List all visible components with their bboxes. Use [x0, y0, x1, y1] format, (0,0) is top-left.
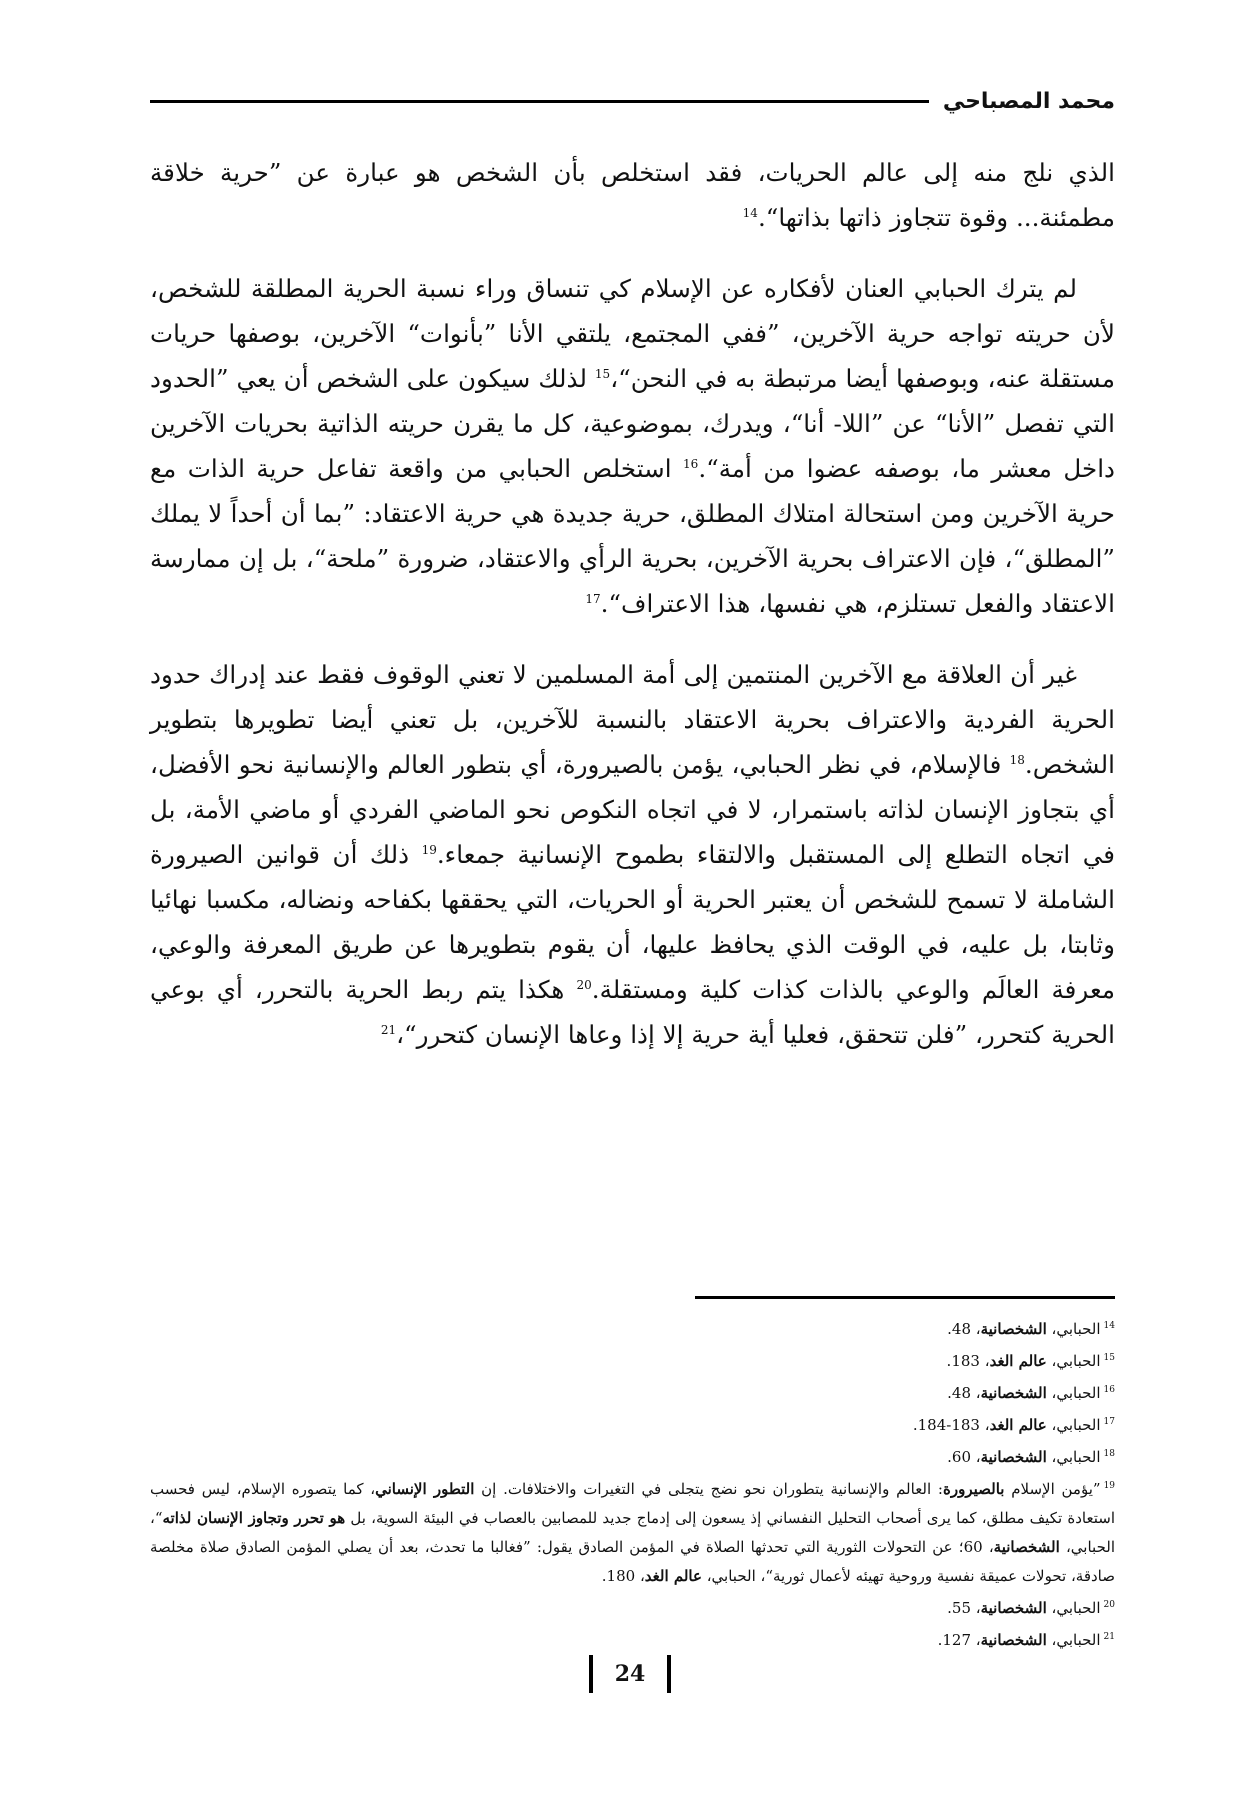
footnote-text: “، الحبابي،: [150, 1509, 1115, 1556]
footnote-18: [150, 1440, 1115, 1472]
footnote-page: ، 48.: [947, 1384, 981, 1402]
footnote-author: الحبابي،: [1046, 1599, 1101, 1617]
page-number-bar-right: [589, 1655, 593, 1693]
footnote-ref-18[interactable]: 18: [1009, 752, 1025, 767]
running-header: [150, 84, 1115, 118]
footnote-author: الحبابي،: [1046, 1352, 1101, 1370]
footnote-page: ، 55.: [947, 1599, 981, 1617]
paragraph-text: لذلك سيكون على الشخص أن يعي ”الحدود التي تفصل ”الأنا“ عن ”اللا- أنا“، ويدرك، بموضوعية، كل ما يقرن حريته الذاتية بحريات الآخرين داخل معشر ما، بوصفه عضوا من أمة“.: [150, 364, 1115, 483]
footnote-number: 17: [1103, 1417, 1115, 1427]
footnote-author: الحبابي،: [1046, 1320, 1101, 1338]
footnote-14: [150, 1312, 1115, 1344]
paragraph-1: [150, 150, 1115, 240]
footnote-number: 14: [1103, 1321, 1115, 1331]
paragraph-text: الذي نلج منه إلى عالم الحريات، فقد استخلص بأن الشخص هو عبارة عن ”حرية خلاقة مطمئنة... وقوة تتجاوز ذاتها بذاتها“.: [150, 158, 1115, 232]
footnote-number: 16: [1103, 1385, 1115, 1395]
paragraph-text: هكذا يتم ربط الحرية بالتحرر، أي بوعي الحرية كتحرر، ”فلن تتحقق، فعليا أية حرية إلا إذا وعاها الإنسان كتحرر“،: [150, 975, 1115, 1049]
footnote-15: [150, 1344, 1115, 1376]
paragraph-text: فالإسلام، في نظر الحبابي، يؤمن بالصيرورة، أي بتطور العالم والإنسانية نحو الأفضل، أي بتجاوز الإنسان لذاته باستمرار، لا في اتجاه النكوص نحو الماضي الفردي أو ماضي الأمة، بل في اتجاه التطلع إلى المستقبل والالتقاء بطموح الإنسانية جمعاء.: [150, 750, 1116, 869]
footnote-17: [150, 1408, 1115, 1440]
footnote-author: الحبابي،: [1046, 1448, 1101, 1466]
footnote-text: ”يؤمن الإسلام: [1004, 1480, 1101, 1498]
footnote-book: الشخصانية: [993, 1538, 1060, 1556]
footnote-book: عالم الغد: [644, 1567, 702, 1585]
footnote-text: : العالم والإنسانية يتطوران نحو نضج يتجلى في التغيرات والاختلافات. إن: [474, 1480, 943, 1498]
footnote-number: 20: [1103, 1600, 1115, 1610]
footnote-ref-20[interactable]: 20: [576, 977, 592, 992]
footnote-author: الحبابي،: [1046, 1384, 1101, 1402]
author-name: محمد المصباحي: [942, 88, 1115, 114]
paragraph-text: استخلص الحبابي من واقعة تفاعل حرية الذات مع حرية الآخرين ومن استحالة امتلاك المطلق، حرية جديدة هي حرية الاعتقاد: ”بما أن أحداً لا يملك ”المطلق“، فإن الاعتراف بحرية الآخرين، بحرية الرأي والاعتقاد، ضرورة ”ملحة“، بل إن ممارسة الاعتقاد والفعل تستلزم، هي نفسها، هذا الاعتراف“.: [150, 454, 1115, 618]
footnote-book: عالم الغد: [989, 1416, 1047, 1434]
footnote-19: [150, 1472, 1115, 1591]
footnote-book: الشخصانية: [980, 1599, 1047, 1617]
footnote-16: [150, 1376, 1115, 1408]
footnote-number: 18: [1103, 1449, 1115, 1459]
page-number-text: 24: [614, 1661, 646, 1687]
footnote-book: الشخصانية: [980, 1448, 1047, 1466]
footnote-20: [150, 1591, 1115, 1623]
footnote-ref-19[interactable]: 19: [421, 842, 437, 857]
paragraph-2: [150, 266, 1115, 626]
paragraph-text: لم يترك الحبابي العنان لأفكاره عن الإسلام كي تنساق وراء نسبة الحرية المطلقة للشخص، لأن حريته تواجه حرية الآخرين، ”ففي المجتمع، يلتقي الأنا ”بأنوات“ الآخرين، بوصفها حريات مستقلة عنه، وبوصفها أيضا مرتبطة به في النحن“،: [150, 274, 1115, 393]
paragraph-text: غير أن العلاقة مع الآخرين المنتمين إلى أمة المسلمين لا تعني الوقوف فقط عند إدراك حدود الحرية الفردية والاعتراف بحرية الاعتقاد بالنسبة للآخرين، بل تعني أيضا تطويرها بتطوير الشخص.: [150, 660, 1115, 779]
footnote-page: ، 48.: [947, 1320, 981, 1338]
footnote-emphasis: هو تحرر وتجاوز الإنسان لذاته: [162, 1509, 346, 1527]
footnote-text: ، 60؛ عن التحولات الثورية التي تحدثها الصلاة في المؤمن الصادق يقول: ”فغالبا ما تحدث، بعد أن يصلي المؤمن الصادق صلاة مخلصة صادقة، تحولات عميقة نفسية وروحية تهيئه لأعمال ثورية“، الحبابي،: [150, 1538, 1115, 1585]
footnote-page: ، 127.: [937, 1631, 981, 1649]
footnotes: [150, 1312, 1115, 1655]
page-number-bar-left: [667, 1655, 671, 1693]
footnote-page: ، 183.: [946, 1352, 990, 1370]
header-rule: [150, 100, 929, 103]
footnote-number: 15: [1103, 1353, 1115, 1363]
footnote-number: 19: [1103, 1481, 1116, 1491]
footnote-ref-16[interactable]: 16: [683, 456, 699, 471]
footnote-book: الشخصانية: [980, 1320, 1047, 1338]
footnote-book: عالم الغد: [989, 1352, 1047, 1370]
paragraph-3: [150, 652, 1115, 1057]
footnote-number: 21: [1103, 1632, 1115, 1642]
footnote-author: الحبابي،: [1046, 1631, 1101, 1649]
body-text: [150, 150, 1115, 1083]
footnote-ref-15[interactable]: 15: [594, 366, 611, 381]
footnote-page: ، 180.: [601, 1567, 645, 1585]
footnote-author: الحبابي،: [1046, 1416, 1101, 1434]
footnote-page: ، 60.: [947, 1448, 981, 1466]
paragraph-text: ذلك أن قوانين الصيرورة الشاملة لا تسمح للشخص أن يعتبر الحرية أو الحريات، التي يحققها بكفاحه ونضاله، مكسبا نهائيا وثابتا، بل عليه، في الوقت الذي يحافظ عليها، أن يقوم بتطويرها عن طريق المعرفة والوعي، معرفة العالَم والوعي بالذات كذات كلية ومستقلة.: [150, 840, 1116, 1004]
footnote-ref-21[interactable]: 21: [380, 1022, 397, 1037]
footnote-ref-17[interactable]: 17: [585, 591, 601, 606]
footnote-book: الشخصانية: [980, 1631, 1047, 1649]
footnote-emphasis: بالصيرورة: [942, 1480, 1005, 1498]
footnote-text: ، كما يتصوره الإسلام، ليس فحسب استعادة تكيف مطلق، كما يرى أصحاب التحليل النفساني إذ يسعون إلى إدماج جديد للمصابين بالعصاب في البيئة السوية، بل: [150, 1480, 1115, 1527]
footnote-book: الشخصانية: [980, 1384, 1047, 1402]
footnote-separator: [695, 1296, 1115, 1299]
footnote-page: ، 183-184.: [912, 1416, 990, 1434]
footnote-emphasis: التطور الإنساني: [375, 1480, 475, 1498]
footnote-ref-14[interactable]: 14: [742, 205, 758, 220]
page-number: [0, 1648, 1260, 1700]
